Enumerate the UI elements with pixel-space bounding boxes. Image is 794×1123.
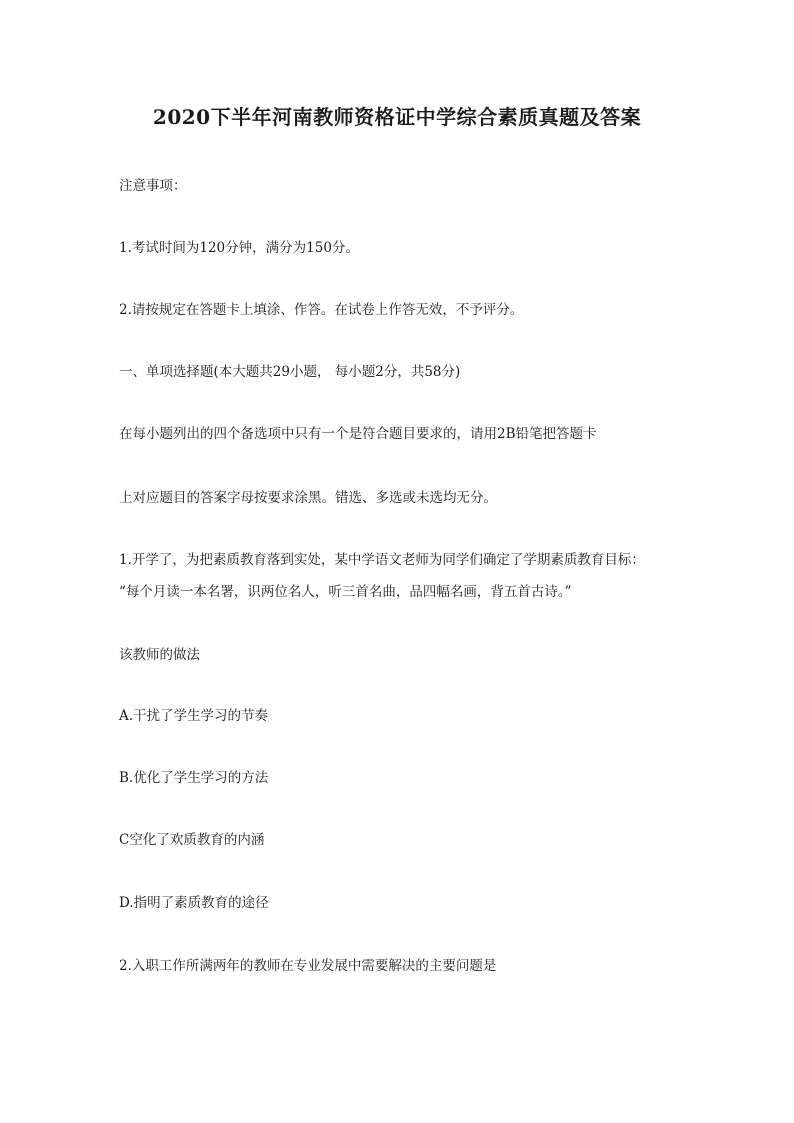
instruction-line-1: 在每小题列出的四个备选项中只有一个是符合题目要求的，请用2B铅笔把答题卡 [119, 426, 597, 442]
question-1-option-b: B.优化了学生学习的方法 [119, 770, 269, 786]
section-heading: 一、单项选择题(本大题共29小题， 每小题2分，共58分) [119, 364, 461, 380]
question-1-stem: 该教师的做法 [119, 647, 200, 663]
question-2-line-1: 2.入职工作所满两年的教师在专业发展中需要解决的主要问题是 [119, 958, 497, 974]
notice-item-2: 2.请按规定在答题卡上填涂、作答。在试卷上作答无效，不予评分。 [119, 302, 524, 318]
question-1-option-d: D.指明了素质教育的途径 [119, 895, 269, 911]
document-title: 2020下半年河南教师资格证中学综合素质真题及答案 [152, 105, 642, 129]
notice-heading: 注意事项： [119, 178, 187, 194]
question-1-line-2: “每个月读一本名署，识两位名人，听三首名曲，品四幅名画，背五首古诗。” [119, 584, 572, 600]
instruction-line-2: 上对应题目的答案字母按要求涂黑。错选、多选或未选均无分。 [119, 490, 497, 506]
question-1-option-a: A.干扰了学生学习的节奏 [119, 708, 269, 724]
question-1-option-c: C空化了欢质教育的内涵 [119, 832, 265, 848]
question-1-line-1: 1.开学了，为把素质教育落到实处，某中学语文老师为同学们确定了学期素质教育目标： [119, 552, 645, 568]
notice-item-1: 1.考试时间为120分钟，满分为150分。 [119, 240, 359, 256]
